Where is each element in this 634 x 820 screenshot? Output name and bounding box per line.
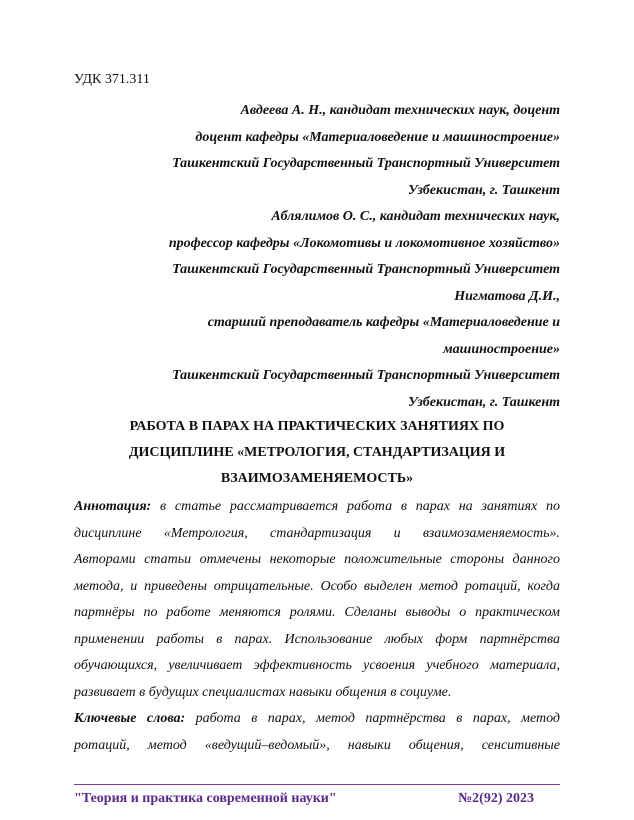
author-line: машиностроение» (443, 341, 560, 357)
abstract-line: дисциплине «Метрология, стандартизация и взаимозаменяемость». (74, 525, 560, 541)
abstract-line: применении работы в парах. Использование любых форм партнёрства (74, 631, 560, 647)
author-line: старший преподаватель кафедры «Материаловедение и (207, 315, 560, 330)
issue-number: №2(92) 2023 (458, 791, 534, 806)
title-line: РАБОТА В ПАРАХ НА ПРАКТИЧЕСКИХ ЗАНЯТИЯХ ПО (129, 419, 505, 434)
udc-code: УДК 371.311 (74, 72, 150, 87)
author-line: Нигматова Д.И., (454, 288, 560, 304)
keywords-label: Ключевые слова: (74, 711, 186, 726)
abstract-line: партнёры по работе меняются ролями. Сделаны выводы о практическом (74, 605, 560, 620)
abstract-line: обучающихся, увеличивает эффективность усвоения учебного материала, (74, 658, 560, 673)
author-line: Узбекистан, г. Ташкент (408, 394, 560, 410)
abstract-line: Авторами статьи отмечены некоторые положительные стороны данного (74, 552, 560, 567)
title-line: ДИСЦИПЛИНЕ «МЕТРОЛОГИЯ, СТАНДАРТИЗАЦИЯ И (128, 445, 506, 460)
abstract-line: развивает в будущих специалистах навыки общения в социуме. (74, 684, 452, 700)
abstract-line: метода, и приведены отрицательные. Особо выделен метод ротаций, когда (74, 578, 560, 594)
journal-name: "Теория и практика современной науки" (74, 791, 337, 806)
author-line: Ташкентский Государственный Транспортный Университет (172, 368, 560, 383)
author-line: Аблялимов О. С., кандидат технических наук, (271, 209, 560, 224)
author-line: Узбекистан, г. Ташкент (408, 182, 560, 198)
author-line: Авдеева А. Н., кандидат технических наук, доцент (240, 103, 560, 118)
author-block (74, 98, 560, 416)
abstract-text: в статье рассматривается работа в парах на занятиях по (151, 499, 560, 514)
keywords-line: ротаций, метод «ведущий–ведомый», навыки общения, сенситивные (74, 737, 560, 753)
author-line: профессор кафедры «Локомотивы и локомотивное хозяйство» (168, 235, 560, 251)
footer-divider (74, 784, 560, 785)
keywords-text: работа в парах, метод партнёрства в парах, метод (185, 711, 560, 726)
abstract-line (74, 494, 560, 521)
keywords-line (74, 706, 560, 733)
title-line: ВЗАИМОЗАМЕНЯЕМОСТЬ» (220, 471, 414, 486)
abstract-label: Аннотация: (74, 499, 152, 514)
author-line: доцент кафедры «Материаловедение и машиностроение» (195, 129, 560, 145)
author-line: Ташкентский Государственный Транспортный Университет (172, 156, 560, 171)
abstract-section (74, 494, 560, 759)
article-title (74, 414, 560, 492)
author-line: Ташкентский Государственный Транспортный Университет (172, 262, 560, 277)
